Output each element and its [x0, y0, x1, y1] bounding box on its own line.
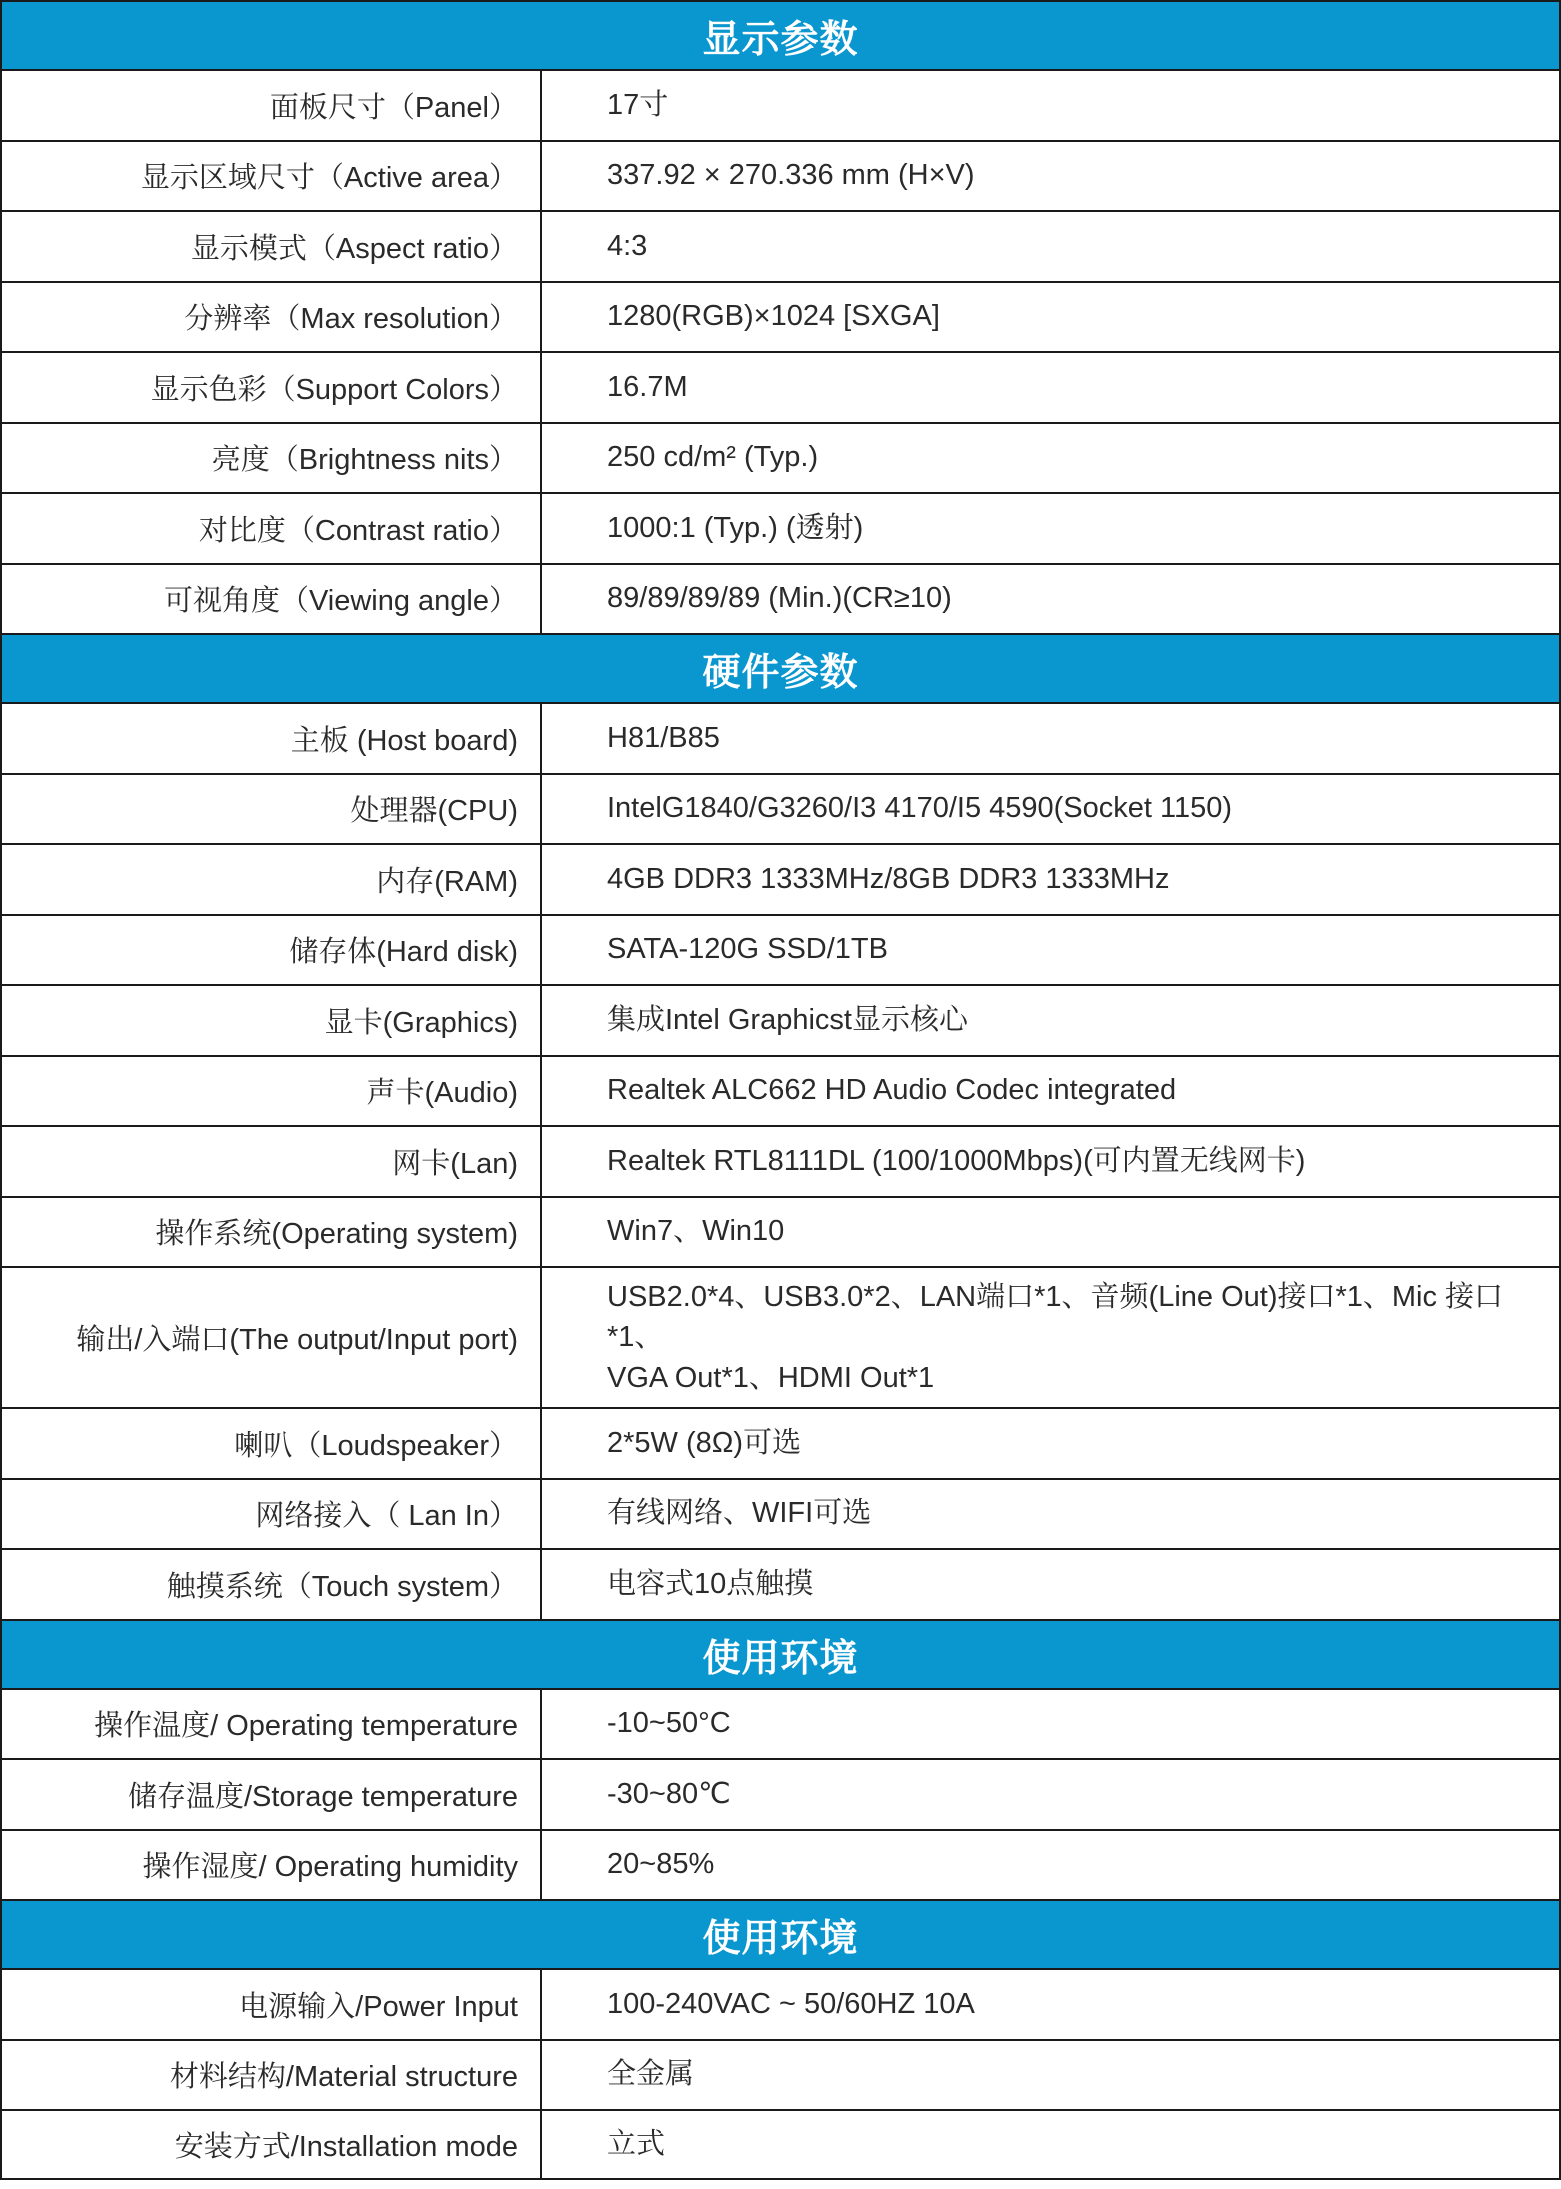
table-row	[0, 1758, 1561, 1829]
row-label: 操作温度/ Operating temperature	[2, 1690, 542, 1759]
row-label: 触摸系统（Touch system）	[2, 1550, 542, 1619]
row-label: 内存(RAM)	[2, 845, 542, 914]
row-value: Realtek RTL8111DL (100/1000Mbps)(可内置无线网卡)	[607, 1144, 1306, 1177]
table-row	[0, 492, 1561, 563]
row-label: 声卡(Audio)	[2, 1057, 542, 1126]
row-value: Win7、Win10	[607, 1215, 785, 1248]
row-label: 网卡(Lan)	[2, 1127, 542, 1196]
row-label: 主板 (Host board)	[2, 704, 542, 773]
row-value: 4GB DDR3 1333MHz/8GB DDR3 1333MHz	[607, 862, 1170, 895]
table-row	[0, 1829, 1561, 1900]
row-label: 分辨率（Max resolution）	[2, 283, 542, 352]
row-label: 显示色彩（Support Colors）	[2, 353, 542, 422]
row-value: IntelG1840/G3260/I3 4170/I5 4590(Socket 1150)	[607, 792, 1233, 825]
table-row	[0, 1125, 1561, 1196]
table-row	[0, 2039, 1561, 2110]
table-row	[0, 351, 1561, 422]
row-label: 显示区域尺寸（Active area）	[2, 142, 542, 211]
row-value: 20~85%	[607, 1848, 715, 1881]
table-row	[0, 702, 1561, 773]
row-label: 网络接入（ Lan In）	[2, 1480, 542, 1549]
row-label: 操作系统(Operating system)	[2, 1198, 542, 1267]
table-row	[0, 563, 1561, 634]
row-label: 电源输入/Power Input	[2, 1970, 542, 2039]
table-row	[0, 2109, 1561, 2180]
row-value: 4:3	[607, 229, 648, 262]
row-label: 显卡(Graphics)	[2, 986, 542, 1055]
table-row	[0, 210, 1561, 281]
section-header-hardware: 硬件参数	[0, 633, 1561, 702]
row-value: 250 cd/m² (Typ.)	[607, 441, 819, 474]
row-value: H81/B85	[607, 721, 720, 754]
row-value: 89/89/89/89 (Min.)(CR≥10)	[607, 582, 952, 615]
row-value: -30~80℃	[607, 1777, 731, 1810]
table-row	[0, 1548, 1561, 1619]
row-value: 1000:1 (Typ.) (透射)	[607, 511, 864, 544]
row-value: 100-240VAC ~ 50/60HZ 10A	[607, 1987, 975, 2020]
row-value: 全金属	[607, 2058, 695, 2091]
row-value: 1280(RGB)×1024 [SXGA]	[607, 300, 940, 333]
table-row	[0, 1196, 1561, 1267]
row-label: 储存体(Hard disk)	[2, 916, 542, 985]
table-row	[0, 281, 1561, 352]
table-row	[0, 843, 1561, 914]
row-value: 337.92 × 270.336 mm (H×V)	[607, 159, 975, 192]
row-label: 可视角度（Viewing angle）	[2, 565, 542, 634]
row-value: 16.7M	[607, 370, 688, 403]
row-label: 对比度（Contrast ratio）	[2, 494, 542, 563]
row-value: 17寸	[607, 88, 669, 121]
table-row	[0, 914, 1561, 985]
row-value: 立式	[607, 2127, 666, 2160]
table-row	[0, 69, 1561, 140]
table-row	[0, 1055, 1561, 1126]
row-label: 亮度（Brightness nits）	[2, 424, 542, 493]
row-value: 集成Intel Graphicst显示核心	[607, 1003, 968, 1036]
row-value: Realtek ALC662 HD Audio Codec integrated	[607, 1074, 1177, 1107]
table-row	[0, 140, 1561, 211]
row-label: 面板尺寸（Panel）	[2, 71, 542, 140]
row-label: 安装方式/Installation mode	[2, 2111, 542, 2178]
row-label: 操作湿度/ Operating humidity	[2, 1831, 542, 1900]
row-label: 处理器(CPU)	[2, 775, 542, 844]
row-label: 材料结构/Material structure	[2, 2041, 542, 2110]
table-row	[0, 422, 1561, 493]
table-row	[0, 1968, 1561, 2039]
row-value: SATA-120G SSD/1TB	[607, 933, 888, 966]
table-row	[0, 1478, 1561, 1549]
row-value: 2*5W (8Ω)可选	[607, 1426, 802, 1459]
row-value: USB2.0*4、USB3.0*2、LAN端口*1、音频(Line Out)接口*1、Mic 接口*1、 VGA Out*1、HDMI Out*1	[607, 1280, 1504, 1394]
row-label: 输出/入端口(The output/Input port)	[2, 1268, 542, 1407]
row-value: 有线网络、WIFI可选	[607, 1497, 872, 1530]
row-label: 储存温度/Storage temperature	[2, 1760, 542, 1829]
section-header-environment: 使用环境	[0, 1619, 1561, 1688]
section-header-environment-2: 使用环境	[0, 1899, 1561, 1968]
table-row	[0, 1407, 1561, 1478]
row-value: 电容式10点触摸	[607, 1567, 814, 1600]
section-header-display: 显示参数	[0, 0, 1561, 69]
row-label: 显示模式（Aspect ratio）	[2, 212, 542, 281]
table-row	[0, 1266, 1561, 1407]
table-row	[0, 984, 1561, 1055]
row-label: 喇叭（Loudspeaker）	[2, 1409, 542, 1478]
table-row	[0, 773, 1561, 844]
table-row	[0, 1688, 1561, 1759]
row-value: -10~50°C	[607, 1707, 731, 1740]
